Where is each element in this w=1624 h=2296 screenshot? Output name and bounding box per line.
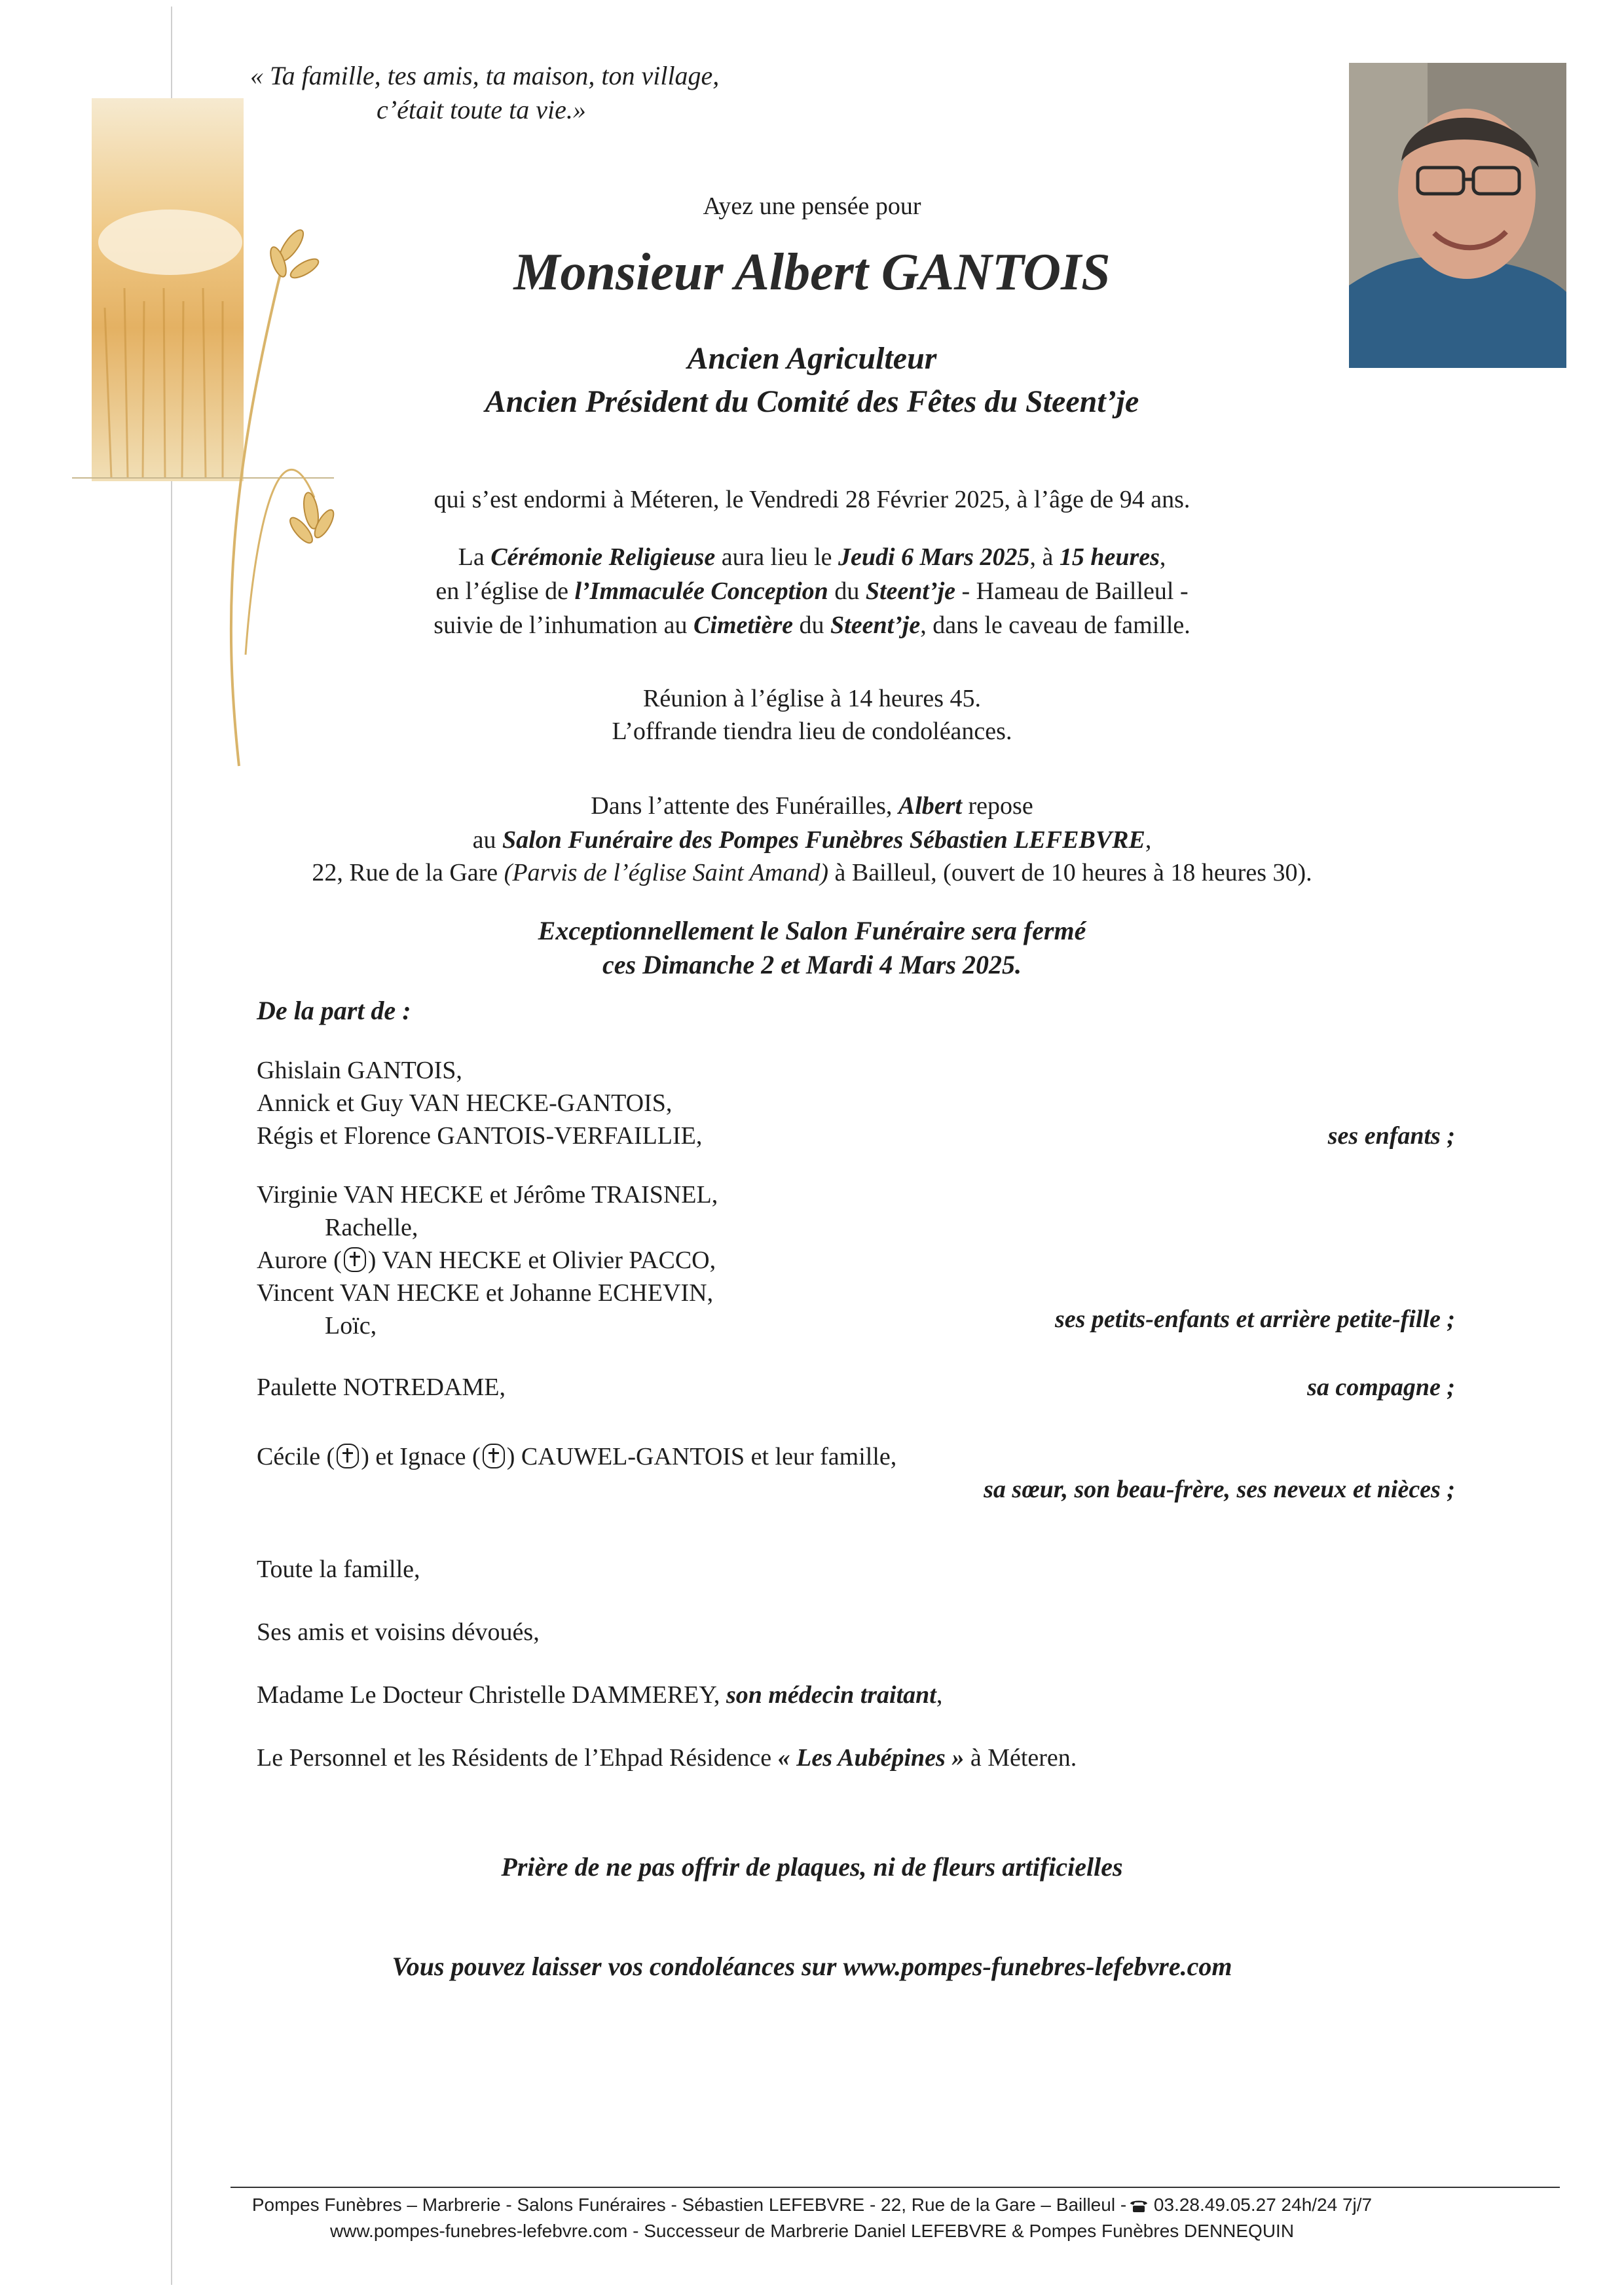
sister-text: ) et Ignace ( xyxy=(361,1443,481,1470)
ehpad-text: à Méteren. xyxy=(964,1744,1077,1772)
ehpad-text: Le Personnel et les Résidents de l’Ehpad Résidence xyxy=(257,1744,778,1772)
intro-text: Ayez une pensée pour xyxy=(703,192,921,220)
ceremony-time: 15 heures xyxy=(1059,543,1160,571)
church-name: l’Immaculée Conception xyxy=(574,577,828,605)
closure-line-1: Exceptionnellement le Salon Funéraire sera fermé xyxy=(538,916,1086,945)
quote-line-2: c’était toute ta vie.» xyxy=(377,95,586,124)
repose-text: Dans l’attente des Funérailles, xyxy=(591,792,898,820)
funeral-home-name: Salon Funéraire des Pompes Funèbres Sébastien LEFEBVRE xyxy=(502,826,1145,854)
repose-line-3 xyxy=(0,856,1624,889)
footer-line-2: www.pompes-funebres-lefebvre.com - Successeur de Marbrerie Daniel LEFEBVRE & Pompes Funèbres DENNEQUIN xyxy=(329,2221,1295,2241)
ceremony-line-3 xyxy=(0,609,1624,642)
relation-grandchildren: ses petits-enfants et arrière petite-fille ; xyxy=(1054,1305,1455,1333)
place-name: Steent’je xyxy=(865,577,956,605)
ceremony-text: , à xyxy=(1029,543,1060,571)
relation-children: ses enfants ; xyxy=(1327,1122,1455,1150)
doctor-line xyxy=(257,1679,942,1711)
doctor-role: son médecin traitant xyxy=(726,1681,936,1709)
ceremony-text: - Hameau de Bailleul - xyxy=(955,577,1189,605)
from-label: De la part de : xyxy=(257,996,411,1025)
relation-companion: sa compagne ; xyxy=(1307,1374,1455,1401)
repose-text: 22, Rue de la Gare xyxy=(312,859,504,886)
cross-icon xyxy=(337,1444,359,1468)
repose-text: à Bailleul, (ouvert de 10 heures à 18 heures 30). xyxy=(828,859,1312,886)
friends-line: Ses amis et voisins dévoués, xyxy=(257,1618,540,1646)
ceremony-date: Jeudi 6 Mars 2025 xyxy=(838,543,1030,571)
location-note: (Parvis de l’église Saint Amand) xyxy=(504,859,828,886)
grandchild-text: ) VAN HECKE et Olivier PACCO, xyxy=(367,1247,716,1274)
ceremony-text: en l’église de xyxy=(435,577,575,605)
first-name: Albert xyxy=(898,792,963,820)
quote-line-1: « Ta famille, tes amis, ta maison, ton village, xyxy=(250,61,720,90)
deceased-name: Monsieur Albert GANTOIS xyxy=(513,244,1111,301)
child-name: Ghislain GANTOIS, xyxy=(257,1057,462,1084)
grandchild-name: Virginie VAN HECKE et Jérôme TRAISNEL, xyxy=(257,1181,718,1209)
ehpad-name: « Les Aubépines » xyxy=(777,1744,965,1772)
ceremony-type: Cérémonie Religieuse xyxy=(490,543,716,571)
footer-rule xyxy=(231,2187,1560,2188)
doctor-name: Madame Le Docteur Christelle DAMMEREY, xyxy=(257,1681,726,1709)
cross-icon xyxy=(344,1247,366,1272)
ceremony-text: , xyxy=(1159,543,1166,571)
repose-text: repose xyxy=(962,792,1033,820)
ceremony-text: , dans le caveau de famille. xyxy=(920,611,1190,639)
grandchild-text: Aurore ( xyxy=(257,1247,342,1274)
ceremony-text: du xyxy=(828,577,866,605)
relation-sister: sa sœur, son beau-frère, ses neveux et nièces ; xyxy=(984,1476,1455,1503)
grandchild-name xyxy=(257,1244,716,1277)
ceremony-line-1 xyxy=(0,541,1624,574)
repose-line-1 xyxy=(0,790,1624,822)
ceremony-line-2 xyxy=(0,575,1624,608)
grandchild-name: Vincent VAN HECKE et Johanne ECHEVIN, xyxy=(257,1279,714,1307)
flowers-request: Prière de ne pas offrir de plaques, ni de fleurs artificielles xyxy=(501,1852,1123,1882)
cross-icon xyxy=(483,1444,505,1468)
family-line: Toute la famille, xyxy=(257,1556,420,1583)
ceremony-text: La xyxy=(458,543,491,571)
great-grandchild-name: Rachelle, xyxy=(325,1214,418,1241)
sister-name xyxy=(257,1440,896,1473)
ceremony-text: aura lieu le xyxy=(715,543,839,571)
telephone-icon xyxy=(1129,2198,1149,2213)
reunion-line-2: L’offrande tiendra lieu de condoléances. xyxy=(612,718,1012,745)
sister-text: Cécile ( xyxy=(257,1443,335,1470)
ehpad-line xyxy=(257,1741,1077,1774)
ceremony-text: du xyxy=(793,611,831,639)
child-name: Annick et Guy VAN HECKE-GANTOIS, xyxy=(257,1089,673,1117)
condolences-link[interactable]: Vous pouvez laisser vos condoléances sur www.pompes-funebres-lefebvre.com xyxy=(392,1952,1232,1981)
repose-line-2 xyxy=(0,824,1624,856)
cemetery: Cimetière xyxy=(693,611,794,639)
footer-company: Pompes Funèbres – Marbrerie - Salons Funéraires - Sébastien LEFEBVRE - 22, Rue de la Gare – Bailleul - xyxy=(251,2195,1127,2215)
repose-text: au xyxy=(472,826,503,854)
repose-text: , xyxy=(1145,826,1152,854)
title-line-2: Ancien Président du Comité des Fêtes du Steent’je xyxy=(485,384,1139,419)
title-line-1: Ancien Agriculteur xyxy=(687,341,937,376)
sister-text: ) CAUWEL-GANTOIS et leur famille, xyxy=(506,1443,897,1470)
child-name: Régis et Florence GANTOIS-VERFAILLIE, xyxy=(257,1122,703,1150)
doctor-text: , xyxy=(936,1681,943,1709)
companion-name: Paulette NOTREDAME, xyxy=(257,1374,506,1401)
great-grandchild-name: Loïc, xyxy=(325,1312,377,1339)
reunion-line-1: Réunion à l’église à 14 heures 45. xyxy=(642,685,982,712)
ceremony-text: suivie de l’inhumation au xyxy=(434,611,694,639)
footer-phone: 03.28.49.05.27 24h/24 7j/7 xyxy=(1149,2195,1373,2215)
death-announcement: qui s’est endormi à Méteren, le Vendredi 28 Février 2025, à l’âge de 94 ans. xyxy=(434,486,1190,513)
footer-line-1 xyxy=(0,2193,1624,2217)
place-name: Steent’je xyxy=(830,611,921,639)
closure-line-2: ces Dimanche 2 et Mardi 4 Mars 2025. xyxy=(602,950,1022,979)
